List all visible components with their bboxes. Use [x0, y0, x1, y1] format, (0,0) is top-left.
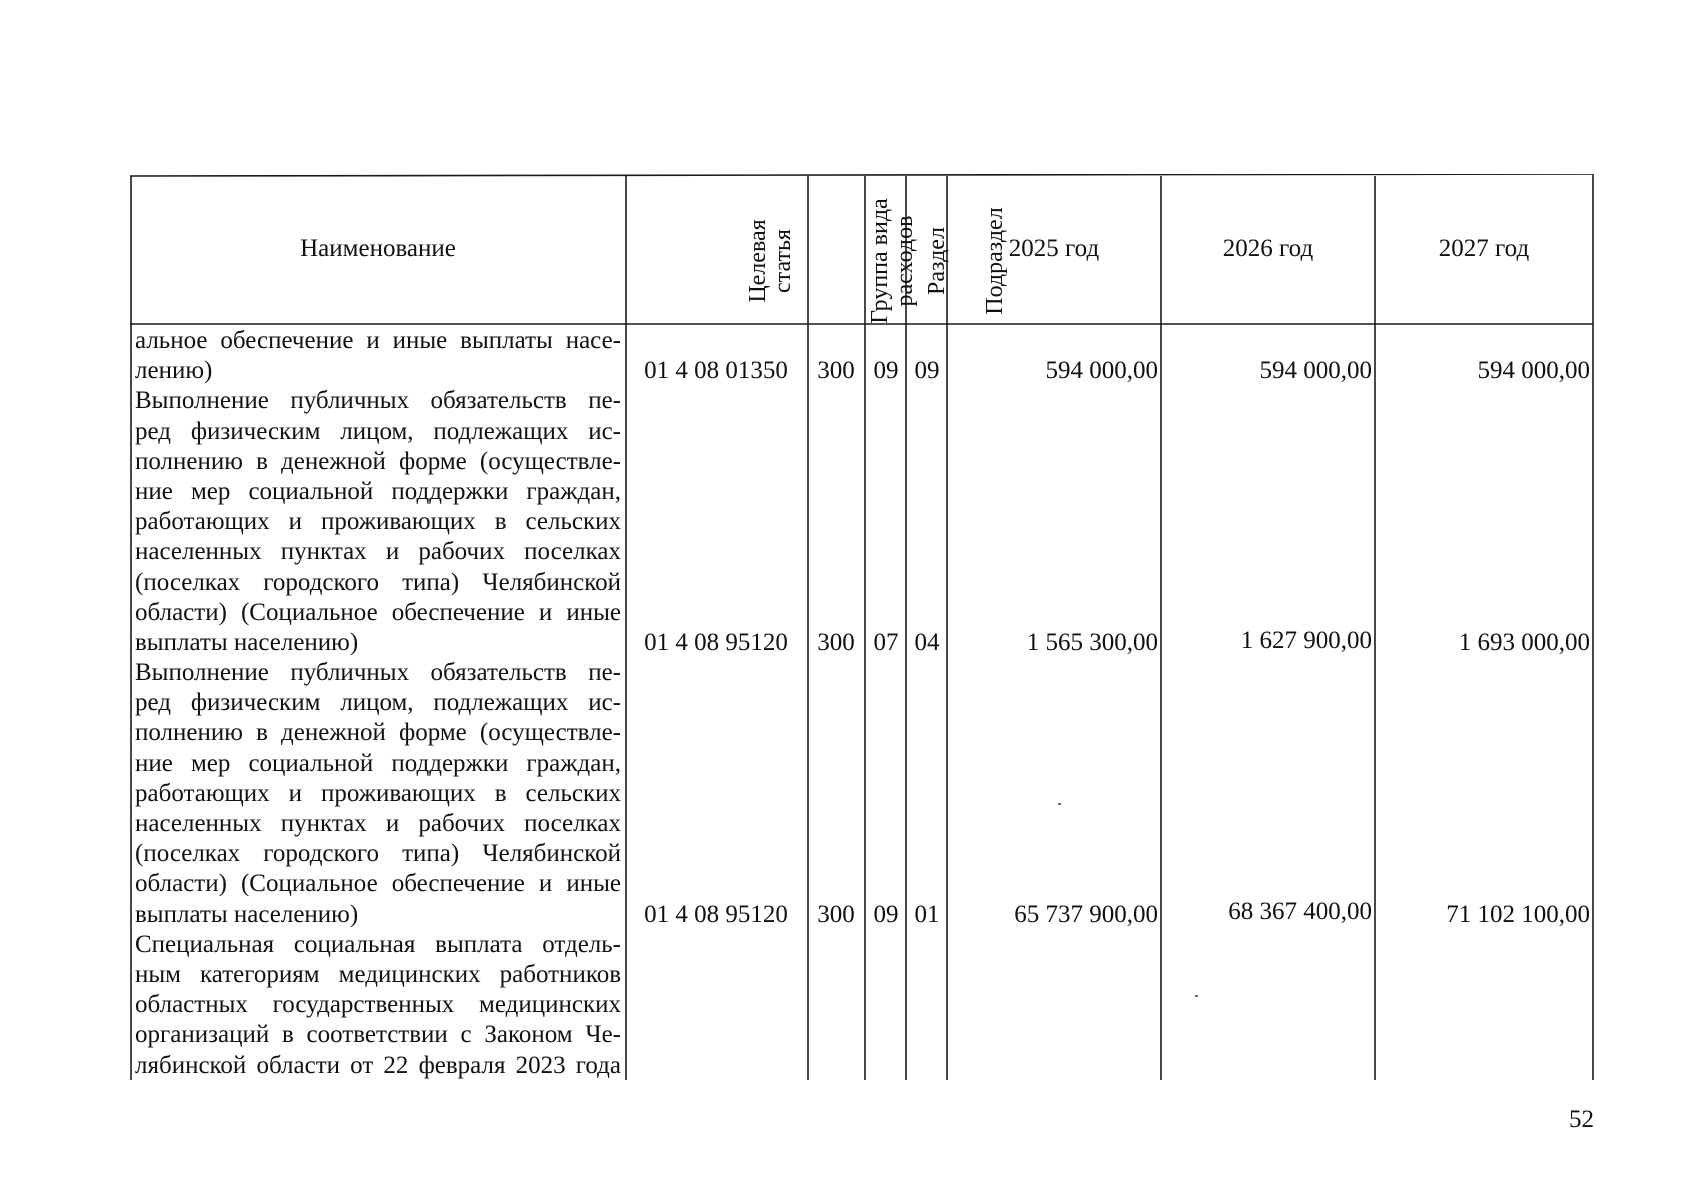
page-number: 52	[1569, 1106, 1594, 1133]
row-1-amount-2027: 594 000,00	[1477, 357, 1590, 384]
name-line: ред физическим лицом, подлежащих ис-	[135, 417, 621, 445]
row-2-subsection: 04	[914, 629, 940, 656]
header-expense-group: Группа вида расходов	[867, 198, 918, 324]
name-line: (поселках городского типа) Челябинской	[135, 840, 621, 868]
row-1-amount-2026: 594 000,00	[1259, 357, 1372, 384]
name-line: Выполнение публичных обязательств пе-	[135, 387, 621, 415]
header-year-2027: 2027 год	[1438, 235, 1530, 262]
name-line: лябинской области от 22 февраля 2023 года	[135, 1051, 621, 1079]
name-line: альное обеспечение и иные выплаты насе-	[135, 327, 621, 354]
row-3-expense-group: 300	[817, 901, 855, 928]
scan-speck	[1195, 995, 1198, 997]
row-1-section: 09	[873, 357, 899, 384]
row-3-amount-2027: 71 102 100,00	[1446, 901, 1590, 928]
name-column-text	[135, 326, 621, 1081]
name-line: ред физическим лицом, подлежащих ис-	[135, 689, 621, 717]
name-line: Выполнение публичных обязательств пе-	[135, 659, 621, 687]
header-target-article: Целевая статья	[745, 219, 796, 303]
name-line: Специальная социальная выплата отдель-	[135, 930, 621, 958]
name-line: населенных пунктах и рабочих поселках	[135, 810, 621, 837]
row-2-target-article: 01 4 08 95120	[644, 629, 788, 656]
name-line: области) (Социальное обеспечение и иные	[135, 870, 621, 898]
name-line: ние мер социальной поддержки граждан,	[135, 477, 621, 505]
name-line: полнению в денежной форме (осуществле-	[135, 719, 621, 747]
name-line: области) (Социальное обеспечение и иные	[135, 598, 621, 626]
name-line: организаций в соответствии с Законом Че-	[135, 1021, 621, 1049]
name-line: выплаты населению)	[135, 900, 359, 928]
row-2-expense-group: 300	[817, 629, 855, 656]
scan-speck	[1058, 803, 1061, 805]
row-3-amount-2026: 68 367 400,00	[1228, 898, 1372, 925]
header-year-2025: 2025 год	[1008, 235, 1100, 262]
name-line: ным категориям медицинских работников	[135, 960, 621, 988]
name-line: работающих и проживающих в сельских	[135, 508, 621, 536]
header-subsection: Подраздел	[982, 207, 1008, 315]
name-line: работающих и проживающих в сельских	[135, 779, 621, 807]
name-line: населенных пунктах и рабочих поселках	[135, 538, 621, 566]
name-line: выплаты населению)	[135, 628, 359, 656]
row-1-subsection: 09	[914, 357, 940, 384]
name-line: лению)	[135, 357, 213, 385]
name-line: областных государственных медицинских	[135, 991, 621, 1019]
row-1-expense-group: 300	[817, 357, 855, 384]
row-2-amount-2025: 1 565 300,00	[1026, 629, 1158, 656]
name-line: (поселках городского типа) Челябинской	[135, 568, 621, 596]
row-3-amount-2025: 65 737 900,00	[1014, 901, 1158, 928]
header-section: Раздел	[924, 227, 950, 295]
row-1-target-article: 01 4 08 01350	[644, 357, 788, 384]
row-1-amount-2025: 594 000,00	[1045, 357, 1158, 384]
budget-table	[130, 174, 1594, 1080]
name-line: ние мер социальной поддержки граждан,	[135, 749, 621, 777]
row-3-subsection: 01	[914, 901, 940, 928]
header-year-2026: 2026 год	[1222, 235, 1314, 262]
name-line: полнению в денежной форме (осуществле-	[135, 447, 621, 475]
row-3-section: 09	[873, 901, 899, 928]
row-2-section: 07	[873, 629, 899, 656]
row-2-amount-2027: 1 693 000,00	[1458, 629, 1590, 656]
row-3-target-article: 01 4 08 95120	[644, 901, 788, 928]
header-name: Наименование	[300, 235, 456, 262]
row-2-amount-2026: 1 627 900,00	[1240, 627, 1372, 654]
